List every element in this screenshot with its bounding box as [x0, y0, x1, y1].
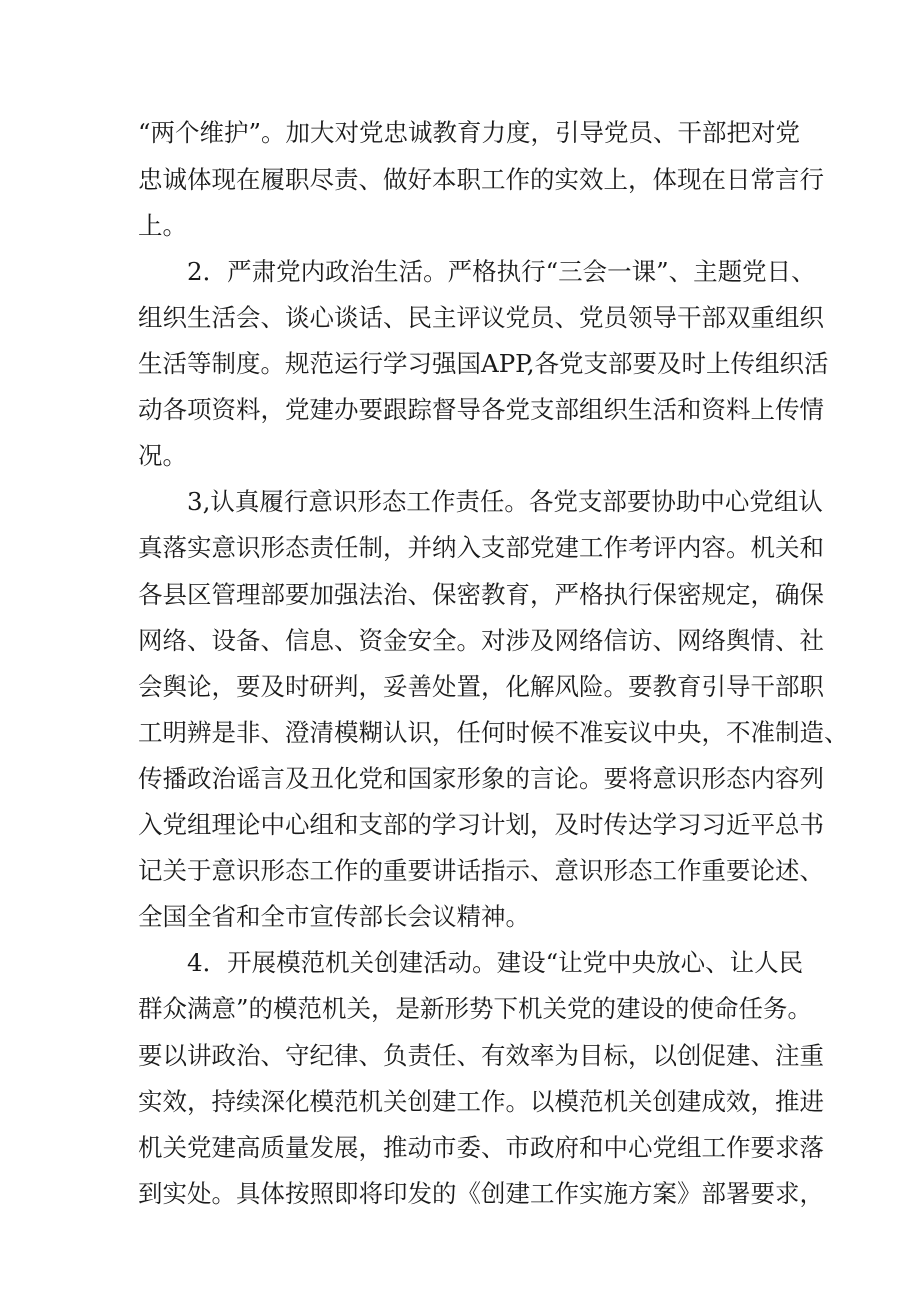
- text-line: 入党组理论中心组和支部的学习计划，及时传达学习习近平总书: [138, 810, 824, 839]
- text-line: 生活等制度。规范运行学习强国APP,各党支部要及时上传组织活: [138, 349, 829, 378]
- text-line: “两个维护”。加大对党忠诚教育力度，引导党员、干部把对党: [138, 118, 801, 147]
- text-line: 实效，持续深化模范机关创建工作。以模范机关创建成效，推进: [138, 1087, 824, 1116]
- text-line: 机关党建高质量发展，推动市委、市政府和中心党组工作要求落: [138, 1133, 824, 1162]
- paragraph-4-heading-line: 4．开展模范机关创建活动。建设“让党中央放心、让人民: [187, 948, 804, 977]
- paragraph-3-heading-line: 3,认真履行意识形态工作责任。各党支部要协助中心党组认: [187, 487, 823, 516]
- text-line: 传播政治谣言及丑化党和国家形象的言论。要将意识形态内容列: [138, 764, 824, 793]
- text-line: 工明辨是非、澄清模糊认识，任何时候不准妄议中央，不准制造、: [138, 718, 849, 747]
- text-line: 记关于意识形态工作的重要讲话指示、意识形态工作重要论述、: [138, 856, 824, 885]
- paragraph-2-heading-line: 2．严肃党内政治生活。严格执行“三会一课”、主题党日、: [187, 257, 816, 286]
- text-line: 网络、设备、信息、资金安全。对涉及网络信访、网络舆情、社: [138, 626, 824, 655]
- text-line: 群众满意”的模范机关，是新形势下机关党的建设的使命任务。: [138, 994, 813, 1023]
- text-line: 组织生活会、谈心谈话、民主评议党员、党员领导干部双重组织: [138, 303, 824, 332]
- text-line: 各县区管理部要加强法治、保密教育，严格执行保密规定，确保: [138, 580, 824, 609]
- text-line: 全国全省和全市宣传部长会议精神。: [138, 902, 530, 931]
- text-line: 要以讲政治、守纪律、负责任、有效率为目标，以创促建、注重: [138, 1041, 824, 1070]
- text-line: 到实处。具体按照即将印发的《创建工作实施方案》部署要求，: [138, 1179, 824, 1208]
- text-line: 动各项资料，党建办要跟踪督导各党支部组织生活和资料上传情: [138, 395, 824, 424]
- text-line: 会舆论，要及时研判，妥善处置，化解风险。要教育引导干部职: [138, 672, 824, 701]
- text-line: 真落实意识形态责任制，并纳入支部党建工作考评内容。机关和: [138, 533, 824, 562]
- text-line: 上。: [138, 211, 187, 240]
- text-line: 况。: [138, 441, 187, 470]
- text-line: 忠诚体现在履职尽责、做好本职工作的实效上，体现在日常言行: [138, 165, 824, 194]
